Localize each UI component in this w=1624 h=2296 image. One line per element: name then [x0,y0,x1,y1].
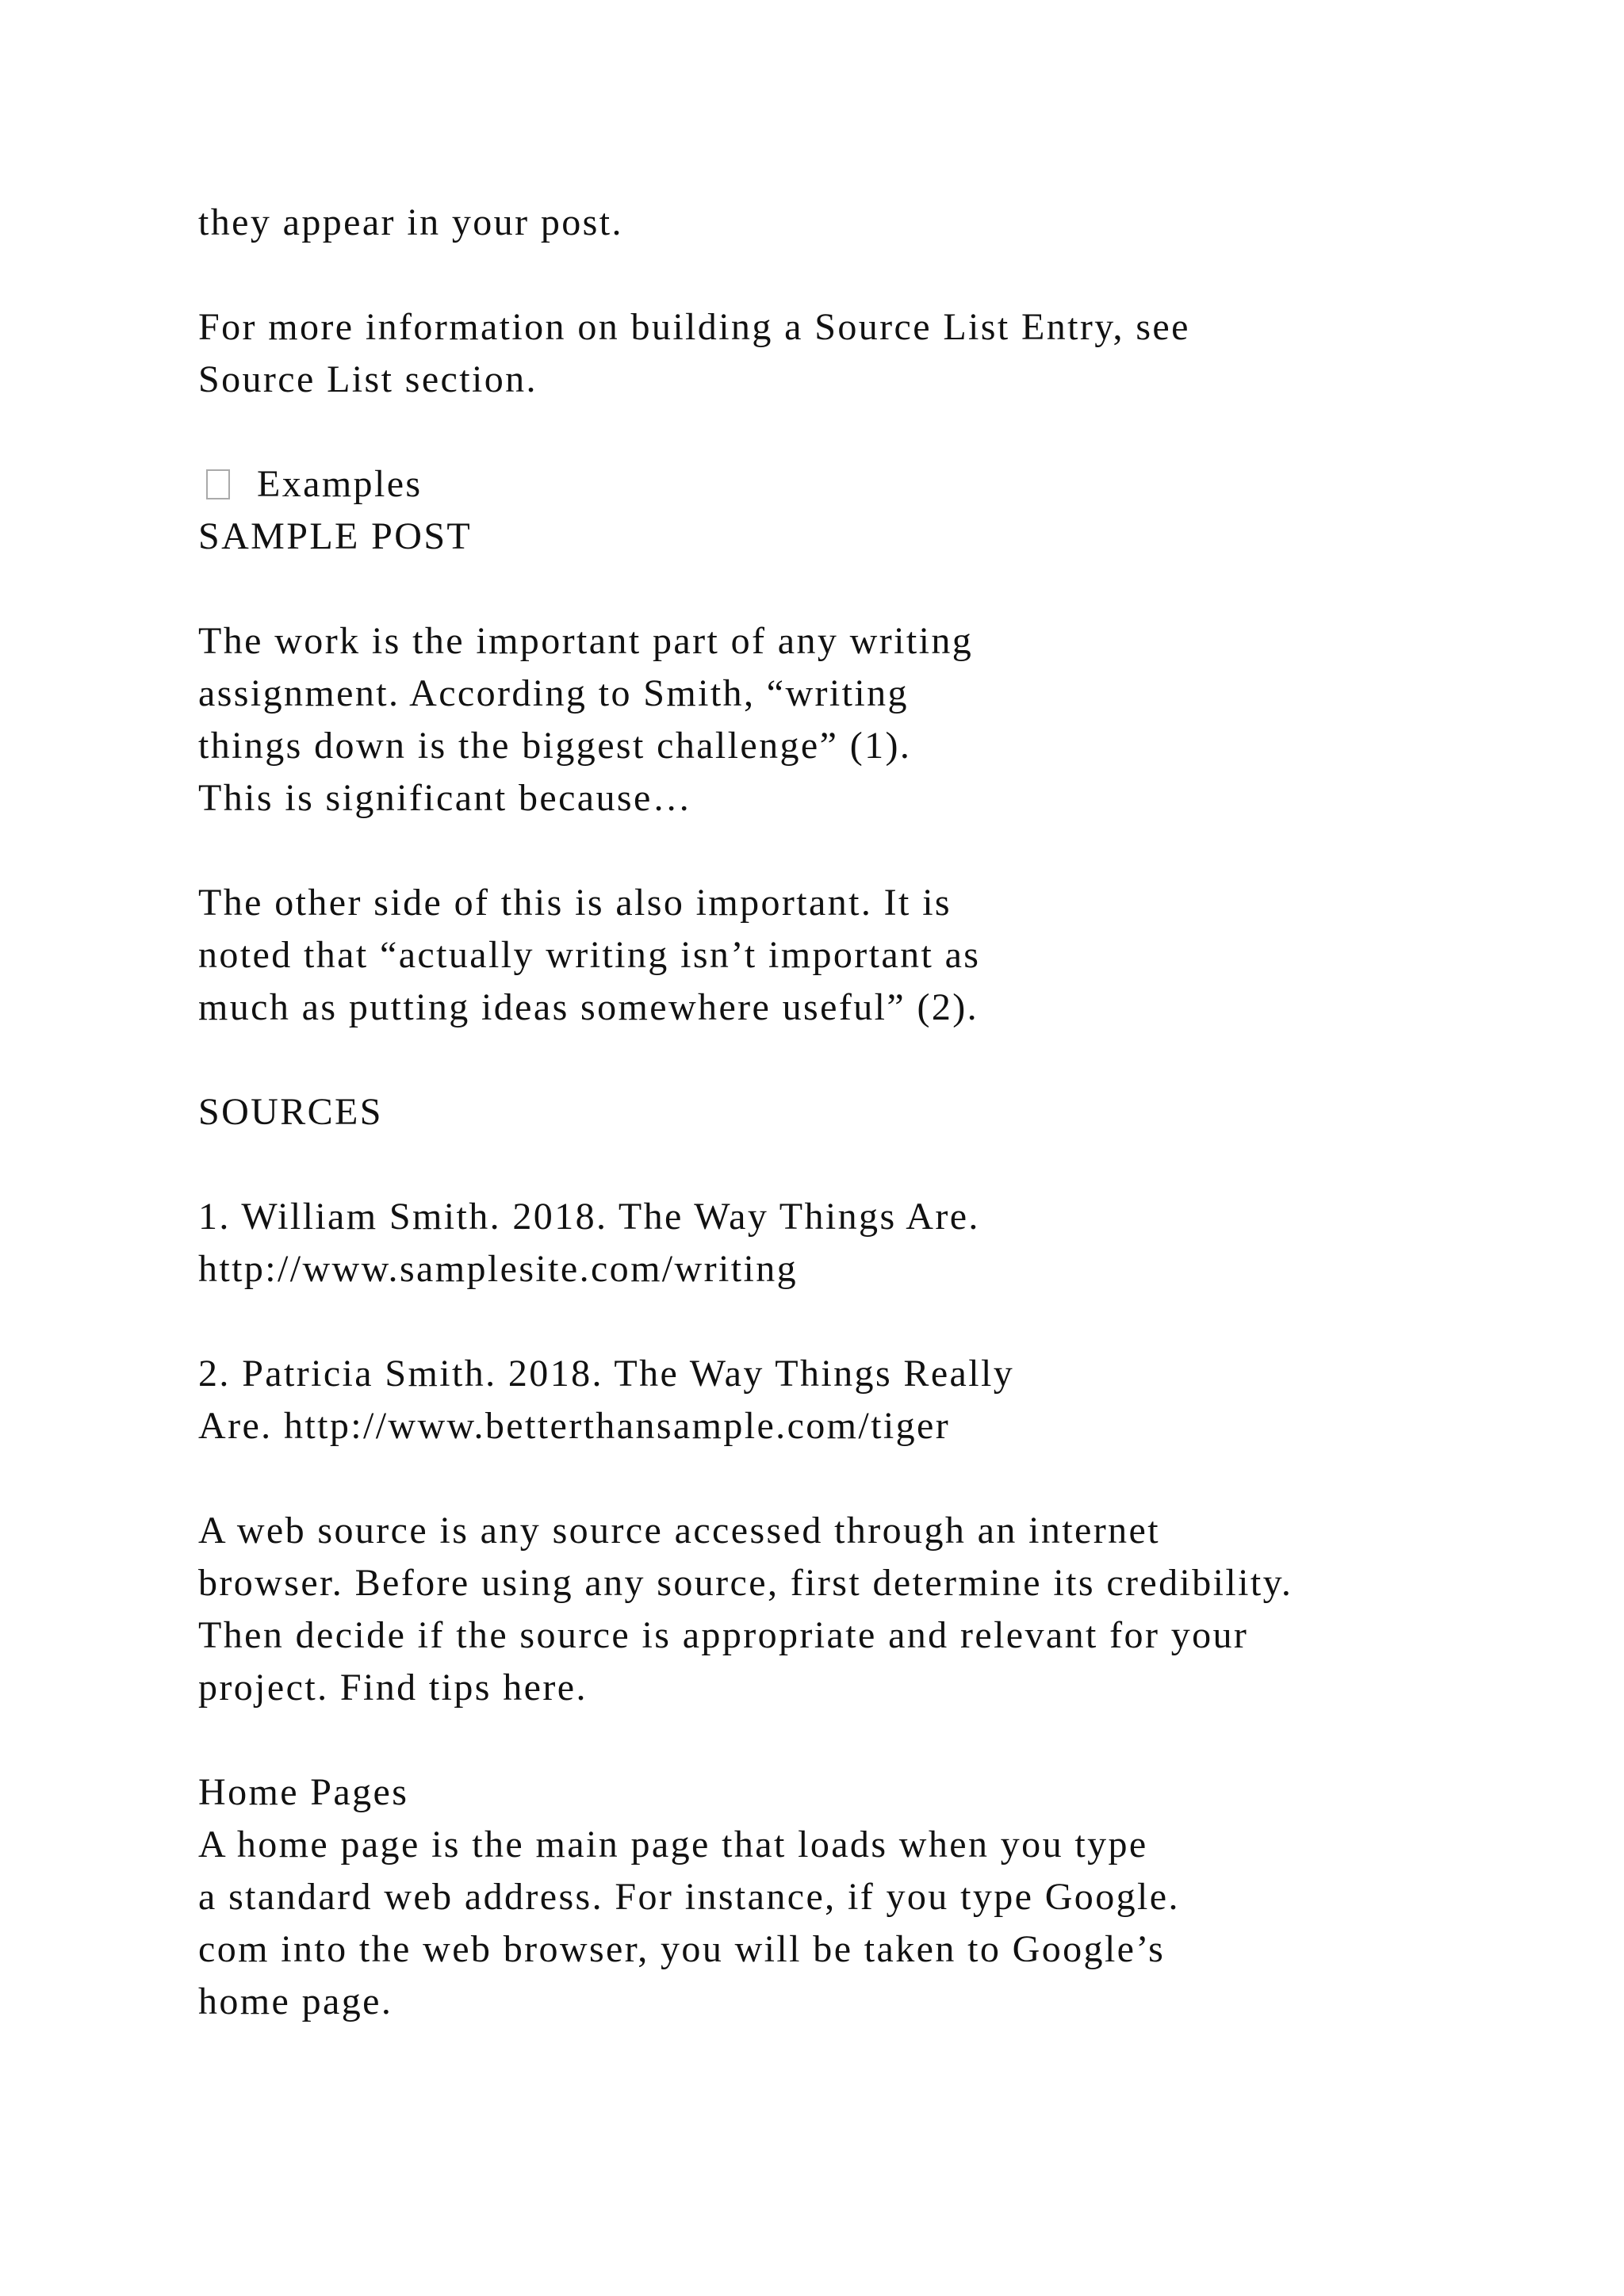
source-entry-2 [198,1348,1546,1452]
text-line: a standard web address. For instance, if you type Google. [198,1876,1180,1918]
web-source-paragraph [198,1505,1546,1714]
more-info-paragraph [198,301,1546,406]
source-url: http://www.samplesite.com/writing [198,1248,799,1290]
examples-section [198,458,1546,563]
sources-heading-block [198,1086,1546,1138]
home-pages-section [198,1766,1546,2028]
text-line: Source List section. [198,358,538,400]
text-line: project. Find tips here. [198,1667,588,1709]
text-line: 1. William Smith. 2018. The Way Things Are. [198,1196,980,1238]
text-line: The work is the important part of any writing [198,620,974,662]
text-line: The other side of this is also important. It is [198,882,952,924]
source-url: Are. http://www.betterthansample.com/tiger [198,1405,951,1447]
text-line: This is significant because… [198,777,693,819]
text-line: A home page is the main page that loads when you type [198,1823,1148,1866]
sample-paragraph-2 [198,877,1546,1034]
intro-paragraph [198,197,1546,249]
text-line: 2. Patricia Smith. 2018. The Way Things Really [198,1353,1015,1395]
text-line: they appear in your post. [198,201,623,243]
examples-bullet [198,458,1546,511]
text-line: com into the web browser, you will be taken to Google’s [198,1928,1166,1970]
text-line: browser. Before using any source, first determine its credibility. [198,1562,1293,1604]
sources-heading: SOURCES [198,1091,383,1133]
source-entry-1 [198,1191,1546,1295]
sample-post-heading: SAMPLE POST [198,515,473,557]
text-line: home page. [198,1980,393,2022]
document-body [198,197,1546,2080]
text-line: A web source is any source accessed through an internet [198,1510,1160,1552]
text-line: assignment. According to Smith, “writing [198,672,909,714]
text-line: noted that “actually writing isn’t important as [198,934,981,976]
examples-label: Examples [257,463,423,505]
home-pages-heading: Home Pages [198,1771,409,1813]
missing-glyph-box-icon [206,469,230,499]
sample-paragraph-1 [198,615,1546,825]
text-line: much as putting ideas somewhere useful” (2). [198,986,979,1028]
text-line: Then decide if the source is appropriate and relevant for your [198,1614,1249,1656]
text-line: things down is the biggest challenge” (1). [198,725,912,767]
text-line: For more information on building a Source List Entry, see [198,306,1190,348]
